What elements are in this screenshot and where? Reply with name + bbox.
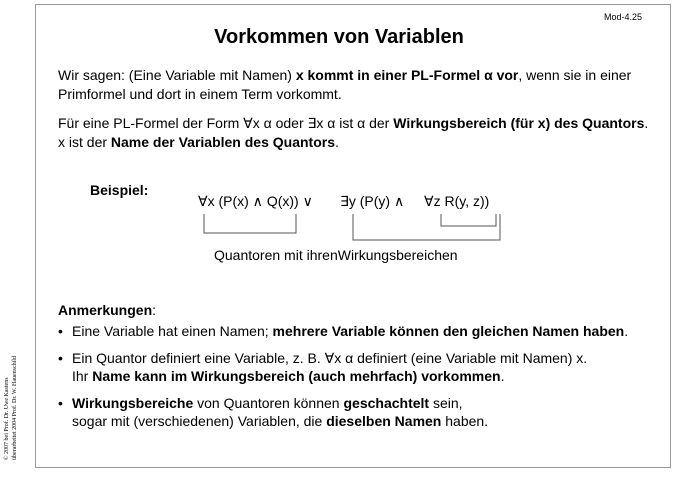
remark3-text-2: sein, [429, 395, 463, 411]
para2-text-2: . x ist der [58, 115, 649, 150]
remark3-bold-3: dieselben Namen [326, 413, 442, 429]
remarks-list [58, 322, 658, 430]
remark2-bold-1: Name kann im Wirkungsbereich (auch mehrfach) vorkommen [92, 368, 501, 384]
remark-item [58, 349, 658, 385]
para2-bold-1: Wirkungsbereich (für x) des Quantors [393, 115, 645, 131]
remarks-heading [58, 302, 156, 318]
remark1-bold-1: mehrere Variable können den gleichen Namen haben [272, 323, 625, 339]
remarks-colon: : [152, 302, 157, 318]
para1-text-2: , wenn sie in einer Primformel und dort in einem Term vorkommt. [58, 67, 632, 102]
remark1-text-2: . [624, 323, 629, 339]
scope-bracket-forall-z [441, 214, 496, 226]
scope-bracket-exists-y [353, 214, 500, 240]
bullet-dot: • [58, 395, 63, 411]
remark3-text-1: von Quantoren können [193, 395, 344, 411]
remark3-bold-1: Wirkungsbereiche [72, 395, 194, 411]
bullet-dot: • [58, 323, 63, 339]
copyright-line-2: überarbeitet 2004 Prof. Dr. W. Hauenschild [12, 356, 18, 460]
slide-id: Mod-4.25 [603, 12, 642, 22]
para2-text-1: Für eine PL-Formel der Form ∀x α oder ∃x α ist α der [58, 115, 394, 131]
remarks-title: Anmerkungen [58, 302, 153, 318]
example-formula-part-2: ∃y (P(y) ∧ [340, 193, 405, 209]
remark2-text-2: Ihr [72, 368, 93, 384]
remark2-text-3: . [500, 368, 505, 384]
example-label: Beispiel: [90, 182, 149, 198]
remark-item [58, 394, 658, 430]
example-formula-part-3: ∀z R(y, z)) [424, 193, 490, 209]
remark3-text-4: haben. [441, 413, 489, 429]
bullet-dot: • [58, 350, 63, 366]
remark1-text-1: Eine Variable hat einen Namen; [72, 323, 273, 339]
para2-text-3: . [335, 134, 339, 150]
remark3-bold-2: geschachtelt [343, 395, 430, 411]
example-caption: Quantoren mit ihrenWirkungsbereichen [214, 247, 458, 263]
remark3-text-3: sogar mit (verschiedenen) Variablen, die [72, 413, 327, 429]
example-formula-part-1: ∀x (P(x) ∧ Q(x)) ∨ [198, 193, 313, 209]
para1-text-1: Wir sagen: (Eine Variable mit Namen) [58, 67, 296, 83]
para2-bold-2: Name der Variablen des Quantors [110, 134, 335, 150]
para1-bold-1: x kommt in einer PL-Formel α vor [295, 67, 519, 83]
copyright-line-1: © 2007 bei Prof. Dr. Uwe Kastens [4, 377, 10, 460]
copyright-notice [3, 240, 29, 460]
page-title: Vorkommen von Variablen [214, 26, 464, 48]
remark2-text-1: Ein Quantor definiert eine Variable, z. B. ∀x α definiert (eine Variable mit Namen) x. [72, 350, 588, 366]
scope-bracket-forall-x [204, 214, 296, 233]
remark-item [58, 322, 658, 340]
